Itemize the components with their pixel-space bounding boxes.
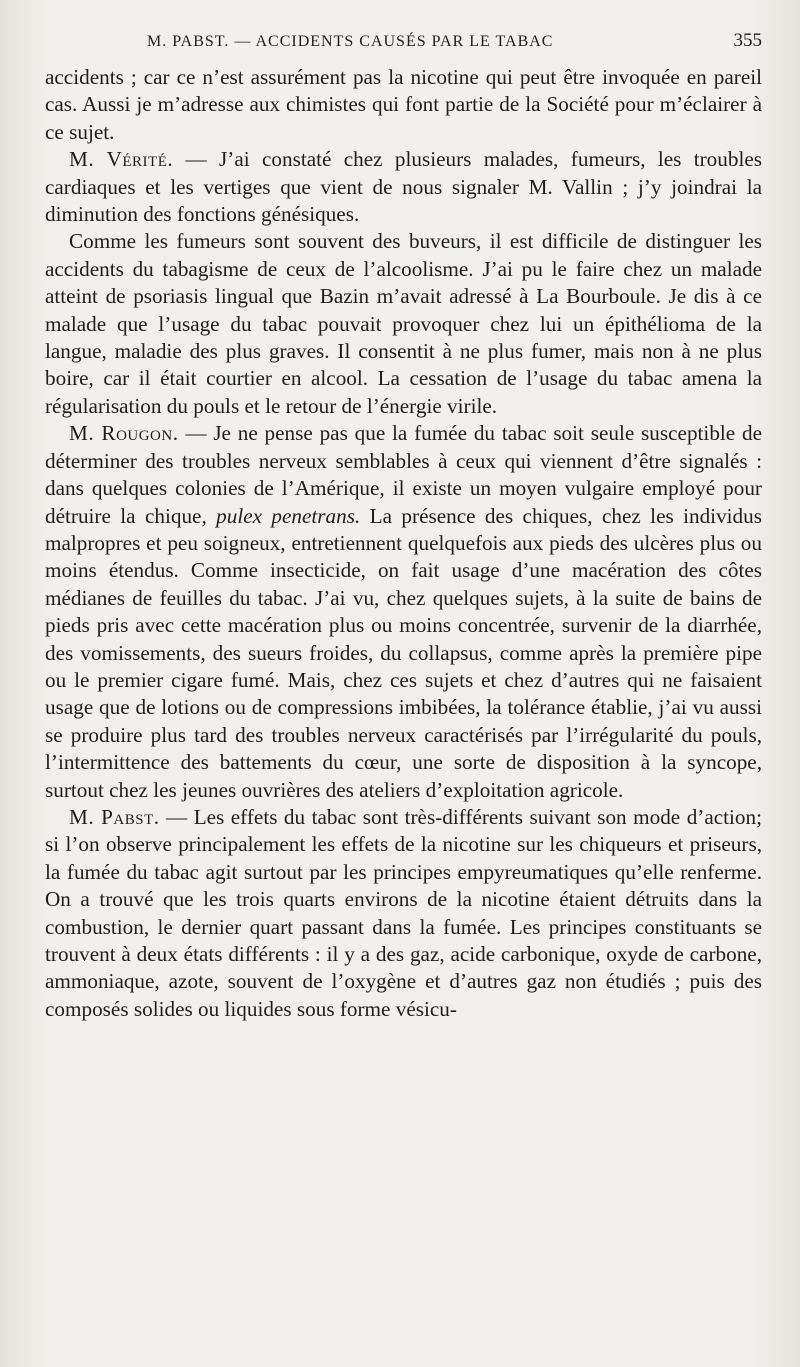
paragraph-text: — Je ne pense pas que la fumée du tabac soit seule susceptible de déterminer des troubles nerveux semblables à ceux qui viennent d’être signalés : dans quelques colonies de l’Amérique, il existe un moyen vulgaire employé pour détruire la chique,: [45, 421, 762, 528]
paragraph-continued: [45, 64, 762, 146]
paragraph-text: accidents ; car ce n’est assurément pas la nicotine qui peut être invoquée en pareil cas. Aussi je m’adresse aux chimistes qui font partie de la Société pour m’éclairer à ce sujet.: [45, 65, 762, 144]
paragraph-rougon: [45, 420, 762, 804]
paragraph-text: Comme les fumeurs sont souvent des buveurs, il est difficile de distinguer les accidents du tabagisme de ceux de l’alcoolisme. J’ai pu le faire chez un malade atteint de psoriasis lingual que Bazin m’avait adressé à La Bourboule. Je dis à ce malade que l’usage du tabac pouvait provoquer chez lui un épithélioma de la langue, maladie des plus graves. Il consentit à ne plus fumer, mais non à ne plus boire, car il était courtier en alcool. La cessation de l’usage du tabac amena la régularisation du pouls et le retour de l’énergie virile.: [45, 229, 762, 418]
running-title: M. PABST. — ACCIDENTS CAUSÉS PAR LE TABAC: [147, 33, 554, 50]
paragraph-verite: [45, 146, 762, 228]
speaker-name: M. Vérité.: [69, 147, 174, 172]
paragraph-text: — Les effets du tabac sont très-différents suivant son mode d’action; si l’on observe principalement les effets de la nicotine sur les chiqueurs et priseurs, la fumée du tabac agit surtout par les principes empyreumatiques qu’elle renferme. On a trouvé que les trois quarts environs de la nicotine étaient détruits dans la combustion, le dernier quart passant dans la fumée. Les principes constituants se trouvent à deux états différents : il y a des gaz, acide carbonique, oxyde de carbone, ammoniaque, azote, souvent de l’oxygène et d’autres gaz non étudiés ; puis des composés solides ou liquides sous forme vésicu-: [45, 804, 762, 1021]
page-number: 355: [733, 30, 762, 51]
running-header: [45, 30, 762, 64]
speaker-name: M. Rougon.: [69, 421, 179, 446]
speaker-name: M. Pabst.: [69, 804, 160, 829]
italic-species-name: pulex penetrans.: [216, 503, 361, 528]
paragraph-verite-cont: [45, 228, 762, 420]
page-body: [45, 64, 762, 1023]
paragraph-text: — J’ai constaté chez plusieurs malades, fumeurs, les troubles cardiaques et les vertiges que vient de nous signaler M. Vallin ; j’y joindrai la diminution des fonctions génésiques.: [45, 147, 762, 227]
paragraph-pabst: [45, 804, 762, 1023]
paragraph-text: La présence des chiques, chez les individus malpropres et peu soigneux, entretiennent quelquefois aux pieds des ulcères plus ou moins étendus. Comme insecticide, on fait usage d’une macération des côtes médianes de feuilles du tabac. J’ai vu, chez quelques sujets, à la suite de bains de pieds pris avec cette macération plus ou moins concentrée, survenir de la diarrhée, des vomissements, des sueurs froides, du collapsus, comme après la première pipe ou le premier cigare fumé. Mais, chez ces sujets et chez d’autres qui ne faisaient usage que de lotions ou de compressions imbibées, la tolérance établie, j’ai vu aussi se produire plus tard des troubles nerveux caractérisés par l’irrégularité du pouls, l’intermittence des battements du cœur, une sorte de disposition à la syncope, surtout chez les jeunes ouvrières des ateliers d’exploitation agricole.: [45, 503, 762, 802]
